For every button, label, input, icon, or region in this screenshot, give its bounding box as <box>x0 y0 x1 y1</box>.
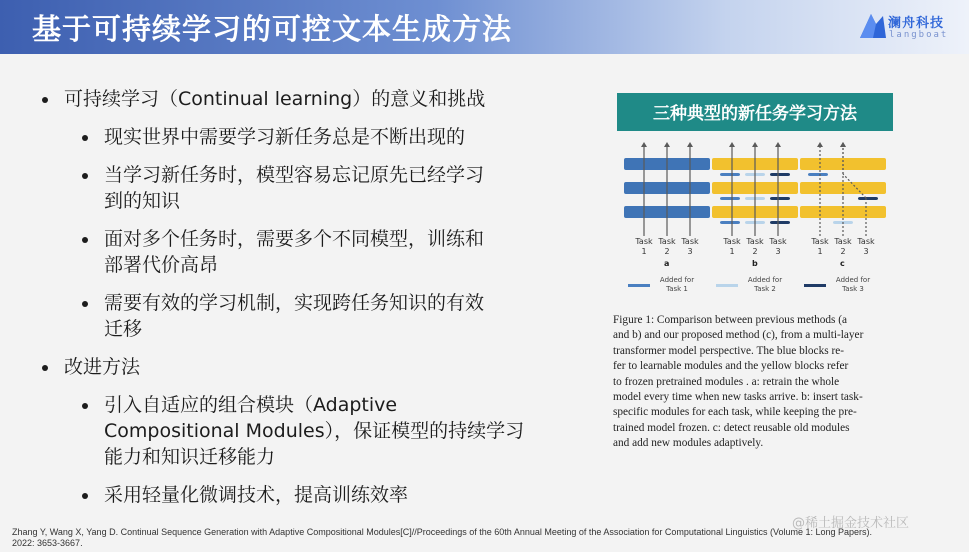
adapter-module-task1 <box>720 173 740 176</box>
caption-line: fer to learnable modules and the yellow blocks refer <box>613 360 849 373</box>
figure-caption <box>613 313 903 452</box>
arrow-head-icon <box>729 142 735 147</box>
sub-bullet-text: 采用轻量化微调技术，提高训练效率 <box>104 484 409 506</box>
adapter-module-task1 <box>720 197 740 200</box>
sub-bullet-text: 迁移 <box>104 318 143 340</box>
sub-bullet-text: Compositional Modules），保证模型的持续学习 <box>104 420 525 442</box>
legend-swatch <box>804 284 826 287</box>
arrow-head-icon <box>817 142 823 147</box>
bullet-dot <box>82 173 88 179</box>
figure-banner <box>617 93 893 131</box>
bullet-dot <box>82 493 88 499</box>
arrow-head-icon <box>687 142 693 147</box>
task-label: Task <box>811 237 829 246</box>
bullet-dot <box>82 403 88 409</box>
caption-line: and b) and our proposed method (c), from a multi-layer <box>613 329 864 342</box>
logo-mark-icon <box>856 8 890 42</box>
arrow-head-icon <box>664 142 670 147</box>
watermark: @稀土掘金技术社区 <box>792 516 910 531</box>
legend-swatch <box>628 284 650 287</box>
task-label: 2 <box>752 247 758 256</box>
bullet-dot <box>42 97 48 103</box>
task-label: Task <box>681 237 699 246</box>
legend-label: Task 3 <box>842 285 864 293</box>
slide-title: 基于可持续学习的可控文本生成方法 <box>32 12 513 46</box>
sub-bullet-text: 到的知识 <box>104 190 181 212</box>
sub-bullet-text: 引入自适应的组合模块（Adaptive <box>104 394 398 416</box>
adapter-module-task1 <box>720 221 740 224</box>
sub-bullet-text: 当学习新任务时，模型容易忘记原先已经学习 <box>104 164 485 186</box>
task-label: Task <box>834 237 852 246</box>
panel-letter: b <box>752 259 758 268</box>
title-bar <box>0 0 969 54</box>
caption-line: to frozen pretrained modules . a: retrain the whole <box>613 375 840 388</box>
legend-swatch <box>716 284 738 287</box>
task-label: Task <box>723 237 741 246</box>
sub-bullet-text: 需要有效的学习机制，实现跨任务知识的有效 <box>104 292 485 314</box>
bullet-dot <box>42 365 48 371</box>
citation-line: 2022: 3653-3667. <box>12 538 83 548</box>
adapter-module-task3 <box>770 221 790 224</box>
caption-line: specific modules for each task, while keeping the pre- <box>613 406 857 419</box>
task-label: Task <box>769 237 787 246</box>
adapter-module-task1 <box>808 173 828 176</box>
caption-line: model every time when new tasks arrive. b: insert task- <box>613 391 863 404</box>
logo-name-cn: 澜舟科技 <box>888 16 945 31</box>
task-label: Task <box>658 237 676 246</box>
bullet-dot <box>82 301 88 307</box>
task-label: Task <box>635 237 653 246</box>
task-label: 3 <box>863 247 869 256</box>
legend-label: Task 2 <box>754 285 776 293</box>
panel-letter: c <box>840 259 845 268</box>
sub-bullet-text: 现实世界中需要学习新任务总是不断出现的 <box>104 126 466 148</box>
task-label: 2 <box>840 247 846 256</box>
task-label: 1 <box>641 247 647 256</box>
figure-banner-text: 三种典型的新任务学习方法 <box>653 104 857 124</box>
bullet-text: 可持续学习（Continual learning）的意义和挑战 <box>64 88 486 110</box>
adapter-module-task3 <box>858 197 878 200</box>
task-label: 1 <box>817 247 823 256</box>
arrow-head-icon <box>641 142 647 147</box>
arrow-head-icon <box>775 142 781 147</box>
arrow-head-icon <box>840 142 846 147</box>
legend-label: Added for <box>659 276 695 284</box>
panel-letter: a <box>664 259 670 268</box>
caption-line: Figure 1: Comparison between previous methods (a <box>613 314 848 326</box>
arrow-head-icon <box>752 142 758 147</box>
sub-bullet-text: 能力和知识迁移能力 <box>104 446 276 468</box>
bullet-dot <box>82 237 88 243</box>
task-label: 1 <box>729 247 735 256</box>
task-label: Task <box>746 237 764 246</box>
task-label: Task <box>857 237 875 246</box>
caption-line: and add new modules adaptively. <box>613 437 764 450</box>
task-label: 3 <box>775 247 781 256</box>
bullet-dot <box>82 135 88 141</box>
adapter-module-task3 <box>770 197 790 200</box>
legend-label: Added for <box>747 276 783 284</box>
caption-line: trained model frozen. c: detect reusable old modules <box>613 421 850 434</box>
adapter-module-task3 <box>770 173 790 176</box>
task-label: 2 <box>664 247 670 256</box>
sub-bullet-text: 面对多个任务时，需要多个不同模型，训练和 <box>104 228 485 250</box>
method-diagram <box>612 140 902 250</box>
task-label: 3 <box>687 247 693 256</box>
logo-name-en: langboat <box>889 30 949 40</box>
caption-line: transformer model perspective. The blue blocks re- <box>613 344 844 357</box>
company-logo <box>856 6 956 48</box>
bullet-text: 改进方法 <box>64 356 141 378</box>
legend-label: Added for <box>835 276 871 284</box>
legend-label: Task 1 <box>666 285 688 293</box>
sub-bullet-text: 部署代价高昂 <box>104 254 219 276</box>
citation-line: Zhang Y, Wang X, Yang D. Continual Sequence Generation with Adaptive Compositional Modules[C]//Proceedings of the 60th Annual Meeting of the Association for Computational Linguistics (Volume 1: Long Papers). <box>12 527 873 537</box>
